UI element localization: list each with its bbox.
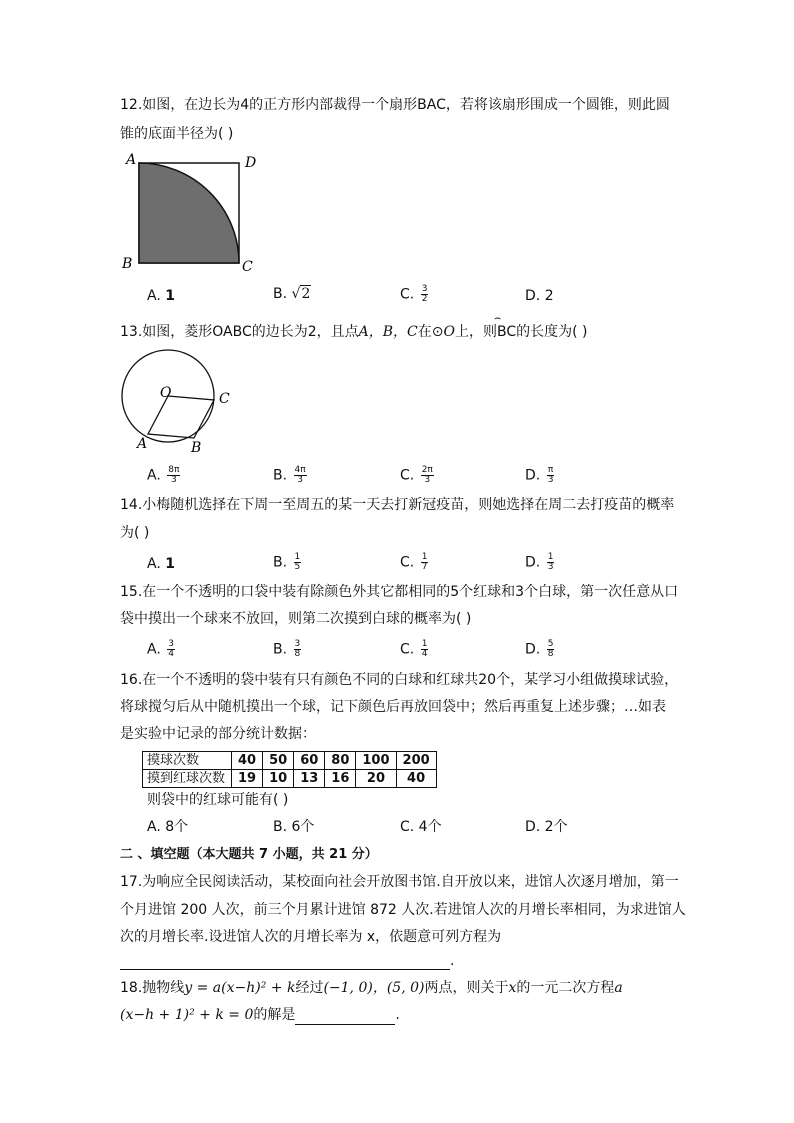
q12-sector (139, 163, 239, 263)
q15-option-a-prefix: A. (147, 641, 166, 658)
q16-option-b: B. 6个 (273, 819, 315, 835)
q17-text-line3: 次的月增长率.设进馆人次的月增长率为 x，依题意可列方程为 (120, 929, 502, 945)
q14-option-a-prefix: A. (147, 556, 166, 572)
q15-option-b-num: 3 (294, 639, 301, 649)
q14-option-a (147, 555, 175, 573)
q12-option-d-value: 2 (544, 288, 554, 304)
q15-option-a-den: 4 (168, 649, 174, 659)
q13-option-a-prefix: A. (147, 467, 166, 484)
q18-answer-blank[interactable] (295, 1010, 395, 1025)
q18-points: (−1, 0)，(5, 0) (323, 980, 425, 996)
q12-option-c-prefix: C. (400, 286, 419, 303)
table-cell: 20 (356, 770, 396, 788)
q14-text-line2: 为( ) (120, 525, 150, 541)
q12-text-line2: 锥的底面半径为( ) (120, 126, 234, 142)
q16-text-line2: 将球搅匀后从中随机摸出一个球，记下颜色后再放回袋中；然后再重复上述步骤；…如表 (120, 699, 666, 715)
q14-option-c-num: 1 (421, 552, 428, 562)
q12-option-c-fraction (421, 285, 429, 304)
q18-var-a: a (614, 980, 623, 996)
table-row (143, 752, 437, 770)
q13-option-a-num: 8π (168, 465, 180, 475)
q18-text-line2 (120, 1005, 400, 1025)
q12-option-b (273, 285, 311, 303)
q13-option-d-num: π (547, 465, 554, 475)
q15-option-b-den: 8 (294, 649, 301, 659)
table-cell: 60 (294, 752, 325, 770)
q12-option-a (147, 287, 175, 305)
table-cell: 13 (294, 770, 325, 788)
q13-option-b-prefix: B. (273, 467, 292, 484)
q12-option-b-value: 2 (301, 286, 311, 302)
q15-option-c-prefix: C. (400, 641, 419, 658)
q13-option-d-prefix: D. (525, 467, 545, 484)
q12-label-b: B (122, 256, 133, 272)
q13-text (120, 322, 588, 342)
q14-option-b-den: 5 (294, 562, 301, 572)
q13-option-c-prefix: C. (400, 467, 419, 484)
q14-option-c (400, 553, 428, 572)
q18-post: 的解是 (253, 1007, 296, 1023)
q17-end: . (450, 953, 455, 969)
q12-option-a-value: 1 (165, 288, 175, 304)
q17-text-line2: 个月进馆 200 人次，前三个月累计进馆 872 人次.若进馆人次的月增长率相同，为求进馆人 (120, 902, 686, 918)
q13-option-a-fraction (167, 466, 180, 485)
q15-option-b (273, 640, 301, 659)
q17-answer-line (120, 952, 454, 970)
table-cell: 80 (325, 752, 356, 770)
q13-option-a-den: 3 (170, 475, 177, 485)
q15-option-b-prefix: B. (273, 641, 292, 658)
q13-rhombus (148, 396, 214, 438)
q15-option-d (525, 640, 554, 659)
q13-label-a: A (137, 436, 148, 452)
q14-option-d-num: 1 (547, 552, 554, 562)
q12-option-c (400, 285, 428, 304)
q15-option-d-den: 8 (547, 649, 554, 659)
q14-option-c-prefix: C. (400, 554, 419, 571)
q12-label-c: C (242, 259, 253, 275)
table-row (143, 770, 437, 788)
q12-label-d: D (245, 155, 257, 171)
q13-arc-mark: ⌢ (494, 311, 502, 324)
table-row-header: 摸球次数 (143, 752, 232, 770)
q18-formula1: y = a(x−h)² + k (184, 980, 296, 996)
q18-mid1: 经过 (295, 980, 324, 996)
q14-option-b-fraction (294, 553, 302, 572)
q12-square-sector-figure (120, 150, 260, 275)
q15-option-c-num: 1 (421, 639, 428, 649)
table-cell: 200 (396, 752, 436, 770)
q17-answer-blank[interactable] (120, 955, 450, 970)
q18-end: . (395, 1007, 400, 1023)
q15-option-c-fraction (421, 640, 429, 659)
q13-option-b-num: 4π (294, 465, 306, 475)
q14-text-line1: 14.小梅随机选择在下周一至周五的某一天去打新冠疫苗，则她选择在周二去打疫苗的概率 (120, 497, 675, 513)
q13-label-o: O (160, 385, 172, 401)
q16-option-d: D. 2个 (525, 819, 568, 835)
q15-option-a (147, 640, 175, 659)
table-cell: 16 (325, 770, 356, 788)
q13-option-d-fraction (547, 466, 555, 485)
table-row-header: 摸到红球次数 (143, 770, 232, 788)
q12-option-b-prefix: B. (273, 286, 292, 302)
q12-text-line1: 12.如图，在边长为4的正方形内部裁得一个扇形BAC，若将该扇形围成一个圆锥，则此圆 (120, 97, 670, 113)
q15-option-a-fraction (167, 640, 175, 659)
q18-var-x: x (508, 980, 517, 996)
q12-option-a-prefix: A. (147, 288, 166, 304)
q14-option-c-fraction (421, 553, 429, 572)
q13-option-c (400, 466, 434, 485)
q13-option-b-den: 3 (297, 475, 303, 485)
q13-text-pre: 13.如图，菱形OABC的边长为2，且点 (120, 324, 359, 340)
q15-option-d-prefix: D. (525, 641, 545, 658)
q18-mid2: 两点，则关于 (424, 980, 509, 996)
q15-option-d-fraction (547, 640, 555, 659)
q18-pre: 18.抛物线 (120, 980, 185, 996)
q14-option-c-den: 7 (421, 562, 428, 572)
q15-option-d-num: 5 (547, 639, 554, 649)
q12-option-d (525, 287, 554, 305)
q12-label-a: A (126, 152, 137, 168)
q15-option-c (400, 640, 428, 659)
q13-option-b-fraction (294, 466, 307, 485)
table-cell: 100 (356, 752, 396, 770)
q13-text-points: A，B，C (358, 324, 418, 340)
table-cell: 40 (232, 752, 263, 770)
q13-text-post: 上，则BC的长度为( ) (455, 324, 588, 340)
q15-text-line2: 袋中摸出一个球来不放回，则第二次摸到白球的概率为( ) (120, 611, 472, 627)
q13-option-d (525, 466, 554, 485)
q18-formula2: (x−h + 1)² + k = 0 (120, 1007, 254, 1023)
q13-text-o: O (443, 324, 455, 340)
q15-option-a-num: 3 (168, 639, 174, 649)
q13-circle-rhombus-figure (118, 348, 248, 456)
q16-option-a: A. 8个 (147, 819, 189, 835)
q16-option-c: C. 4个 (400, 819, 442, 835)
q14-option-d-den: 3 (547, 562, 554, 572)
q13-option-a (147, 466, 180, 485)
table-cell: 40 (396, 770, 436, 788)
section-title-fill-blank: 二 、填空题（本大题共 7 小题，共 21 分） (120, 847, 378, 862)
q13-label-c: C (219, 391, 230, 407)
table-cell: 50 (263, 752, 294, 770)
q14-option-d-fraction (547, 553, 555, 572)
q14-option-d (525, 553, 554, 572)
q18-mid3: 的一元二次方程 (516, 980, 615, 996)
q14-option-b (273, 553, 301, 572)
q15-text-line1: 15.在一个不透明的口袋中装有除颜色外其它都相同的5个红球和3个白球，第一次任意从口 (120, 584, 679, 600)
q13-option-c-den: 3 (424, 475, 431, 485)
q13-option-d-den: 3 (547, 475, 554, 485)
q16-question: 则袋中的红球可能有( ) (147, 792, 289, 808)
q14-option-b-prefix: B. (273, 554, 292, 571)
q12-option-c-den: 2 (421, 294, 428, 304)
q12-option-c-num: 3 (421, 284, 428, 294)
q12-option-d-prefix: D. (525, 288, 545, 304)
q12-sqrt: √2 (291, 286, 311, 302)
q15-option-c-den: 4 (421, 649, 428, 659)
q13-text-mid: 在⊙ (417, 324, 444, 340)
q13-option-c-fraction (421, 466, 434, 485)
q14-option-b-num: 1 (294, 552, 301, 562)
q18-text-line1 (120, 978, 623, 998)
q15-option-b-fraction (294, 640, 302, 659)
q17-text-line1: 17.为响应全民阅读活动，某校面向社会开放图书馆.自开放以来，进馆人次逐月增加，第一 (120, 874, 679, 890)
table-cell: 10 (263, 770, 294, 788)
q14-option-a-value: 1 (165, 556, 175, 572)
q16-text-line3: 是实验中记录的部分统计数据： (120, 726, 316, 742)
q13-label-b: B (191, 440, 202, 456)
q16-stats-table (142, 751, 437, 788)
q13-option-c-num: 2π (421, 465, 433, 475)
q16-text-line1: 16.在一个不透明的袋中装有只有颜色不同的白球和红球共20个，某学习小组做摸球试验， (120, 672, 679, 688)
q14-option-d-prefix: D. (525, 554, 545, 571)
table-cell: 19 (232, 770, 263, 788)
q13-option-b (273, 466, 307, 485)
